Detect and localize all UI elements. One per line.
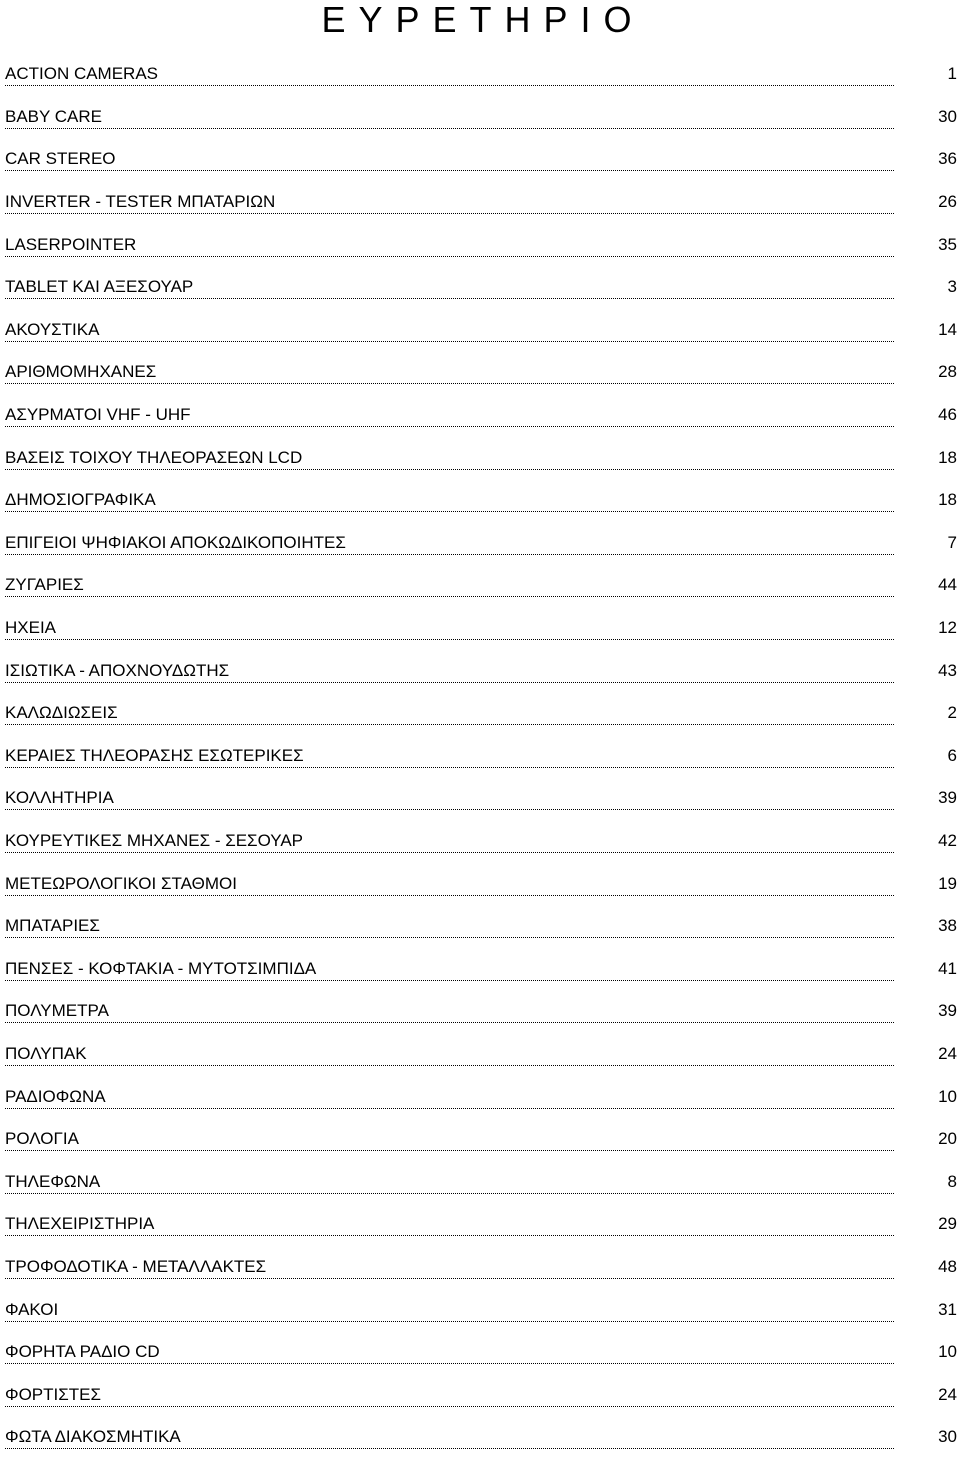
- index-entry: [0, 905, 960, 948]
- index-entry-page-number: 26: [938, 192, 957, 212]
- index-entry-page-number: 14: [938, 319, 957, 339]
- index-entry-label: ΠΕΝΣΕΣ - ΚΟΦΤΑΚΙΑ - ΜΥΤΟΤΣΙΜΠΙΔΑ: [5, 959, 319, 979]
- index-entry-page-number: 24: [938, 1384, 957, 1404]
- index-entry: [0, 138, 960, 181]
- index-entry: [0, 777, 960, 820]
- index-entry-label: ΤΗΛΕΦΩΝΑ: [5, 1172, 103, 1192]
- index-entry-page-number: 38: [938, 916, 957, 936]
- index-entry-page-number: 20: [938, 1129, 957, 1149]
- index-entry-page-number: 18: [938, 490, 957, 510]
- index-entry-label: ΑΚΟΥΣΤΙΚΑ: [5, 320, 102, 340]
- dot-leader: [5, 1053, 894, 1066]
- index-entry-page-number: 1: [947, 64, 957, 84]
- index-entry: [0, 692, 960, 735]
- index-entry-page-number: 31: [938, 1299, 957, 1319]
- index-entry-page-number: 24: [938, 1043, 957, 1063]
- index-entry-label: ΠΟΛΥΜΕΤΡΑ: [5, 1001, 112, 1021]
- index-entry-label: ΔΗΜΟΣΙΟΓΡΑΦΙΚΑ: [5, 490, 159, 510]
- index-entry-page-number: 39: [938, 1001, 957, 1021]
- index-entry: [0, 564, 960, 607]
- index-entry: [0, 53, 960, 96]
- index-entry: [0, 1033, 960, 1076]
- index-entry-page-number: 46: [938, 405, 957, 425]
- dot-leader: [5, 1181, 894, 1194]
- index-entry: [0, 351, 960, 394]
- index-entry-label: INVERTER - TESTER ΜΠΑΤΑΡΙΩΝ: [5, 192, 278, 212]
- dot-leader: [5, 1309, 894, 1322]
- index-entry: [0, 1246, 960, 1289]
- index-entry-label: ΖΥΓΑΡΙΕΣ: [5, 575, 87, 595]
- dot-leader: [5, 627, 894, 640]
- index-entry: [0, 862, 960, 905]
- dot-leader: [5, 1138, 894, 1151]
- index-entry-label: ΕΠΙΓΕΙΟΙ ΨΗΦΙΑΚΟΙ ΑΠΟΚΩΔΙΚΟΠΟΙΗΤΕΣ: [5, 533, 349, 553]
- index-entry-page-number: 7: [947, 532, 957, 552]
- index-entry-label: ΦΟΡΗΤΑ ΡΑΔΙΟ CD: [5, 1342, 163, 1362]
- index-entry-label: ΜΠΑΤΑΡΙΕΣ: [5, 916, 103, 936]
- index-entry-label: ΠΟΛΥΠΑΚ: [5, 1044, 90, 1064]
- dot-leader: [5, 712, 894, 725]
- index-entry-label: ΦΟΡΤΙΣΤΕΣ: [5, 1385, 104, 1405]
- index-entry: [0, 223, 960, 266]
- index-entry-label: CAR STEREO: [5, 149, 119, 169]
- index-entry: [0, 607, 960, 650]
- index-entry: [0, 479, 960, 522]
- index-entry-page-number: 10: [938, 1342, 957, 1362]
- index-list: [0, 53, 960, 1459]
- index-entry-label: ΒΑΣΕΙΣ ΤΟΙΧΟΥ ΤΗΛΕΟΡΑΣΕΩΝ LCD: [5, 448, 305, 468]
- index-entry: [0, 649, 960, 692]
- index-entry-page-number: 30: [938, 1427, 957, 1447]
- index-entry-label: ΗΧΕΙΑ: [5, 618, 59, 638]
- index-entry-page-number: 10: [938, 1086, 957, 1106]
- dot-leader: [5, 158, 894, 171]
- index-entry-page-number: 12: [938, 618, 957, 638]
- index-entry: [0, 309, 960, 352]
- index-entry-label: TABLET ΚΑΙ ΑΞΕΣΟΥΑΡ: [5, 277, 196, 297]
- dot-leader: [5, 1010, 894, 1023]
- index-entry-label: ΡΟΛΟΓΙΑ: [5, 1129, 82, 1149]
- index-entry-page-number: 3: [947, 277, 957, 297]
- index-entry-label: ACTION CAMERAS: [5, 64, 161, 84]
- index-entry-page-number: 18: [938, 447, 957, 467]
- index-entry: [0, 1203, 960, 1246]
- index-entry-label: ΑΣΥΡΜΑΤΟΙ VHF - UHF: [5, 405, 194, 425]
- dot-leader: [5, 1394, 894, 1407]
- index-entry-label: BABY CARE: [5, 107, 105, 127]
- dot-leader: [5, 584, 894, 597]
- index-entry-page-number: 39: [938, 788, 957, 808]
- index-entry-page-number: 28: [938, 362, 957, 382]
- index-entry-page-number: 29: [938, 1214, 957, 1234]
- index-entry-page-number: 41: [938, 958, 957, 978]
- index-entry: [0, 1288, 960, 1331]
- index-entry-label: ΤΗΛΕΧΕΙΡΙΣΤΗΡΙΑ: [5, 1214, 157, 1234]
- dot-leader: [5, 116, 894, 129]
- index-entry: [0, 181, 960, 224]
- page-title: ΕΥΡΕΤΗΡΙΟ: [321, 0, 645, 40]
- index-entry-page-number: 43: [938, 660, 957, 680]
- index-entry: [0, 394, 960, 437]
- index-entry: [0, 1331, 960, 1374]
- index-entry-label: LASERPOINTER: [5, 235, 139, 255]
- index-entry: [0, 522, 960, 565]
- index-entry: [0, 735, 960, 778]
- index-entry: [0, 1416, 960, 1459]
- index-entry-page-number: 8: [947, 1171, 957, 1191]
- index-entry-label: ΚΕΡΑΙΕΣ ΤΗΛΕΟΡΑΣΗΣ ΕΣΩΤΕΡΙΚΕΣ: [5, 746, 307, 766]
- index-entry: [0, 1075, 960, 1118]
- index-entry-label: ΜΕΤΕΩΡΟΛΟΓΙΚΟΙ ΣΤΑΘΜΟΙ: [5, 874, 240, 894]
- index-entry-page-number: 2: [947, 703, 957, 723]
- index-entry: [0, 1160, 960, 1203]
- index-entry-label: ΚΑΛΩΔΙΩΣΕΙΣ: [5, 703, 121, 723]
- index-entry: [0, 820, 960, 863]
- dot-leader: [5, 797, 894, 810]
- index-entry-label: ΙΣΙΩΤΙΚΑ - ΑΠΟΧΝΟΥΔΩΤΗΣ: [5, 661, 232, 681]
- index-entry-label: ΦΑΚΟΙ: [5, 1300, 61, 1320]
- dot-leader: [5, 329, 894, 342]
- index-entry: [0, 990, 960, 1033]
- index-entry-page-number: 35: [938, 234, 957, 254]
- index-entry: [0, 1118, 960, 1161]
- index-entry-page-number: 44: [938, 575, 957, 595]
- index-entry-label: ΚΟΥΡΕΥΤΙΚΕΣ ΜΗΧΑΝΕΣ - ΣΕΣΟΥΑΡ: [5, 831, 306, 851]
- index-entry: [0, 436, 960, 479]
- index-entry-label: ΤΡΟΦΟΔΟΤΙΚΑ - ΜΕΤΑΛΛΑΚΤΕΣ: [5, 1257, 269, 1277]
- index-entry-page-number: 36: [938, 149, 957, 169]
- index-entry-page-number: 6: [947, 745, 957, 765]
- index-entry-page-number: 42: [938, 830, 957, 850]
- index-entry-page-number: 30: [938, 106, 957, 126]
- index-entry: [0, 266, 960, 309]
- index-entry-page-number: 48: [938, 1256, 957, 1276]
- index-entry-label: ΑΡΙΘΜΟΜΗΧΑΝΕΣ: [5, 362, 159, 382]
- index-entry-label: ΦΩΤΑ ΔΙΑΚΟΣΜΗΤΙΚΑ: [5, 1427, 184, 1447]
- index-entry-page-number: 19: [938, 873, 957, 893]
- index-entry: [0, 96, 960, 139]
- dot-leader: [5, 925, 894, 938]
- dot-leader: [5, 1096, 894, 1109]
- index-entry: [0, 1373, 960, 1416]
- index-entry: [0, 947, 960, 990]
- index-entry-label: ΡΑΔΙΟΦΩΝΑ: [5, 1087, 109, 1107]
- index-entry-label: ΚΟΛΛΗΤΗΡΙΑ: [5, 788, 117, 808]
